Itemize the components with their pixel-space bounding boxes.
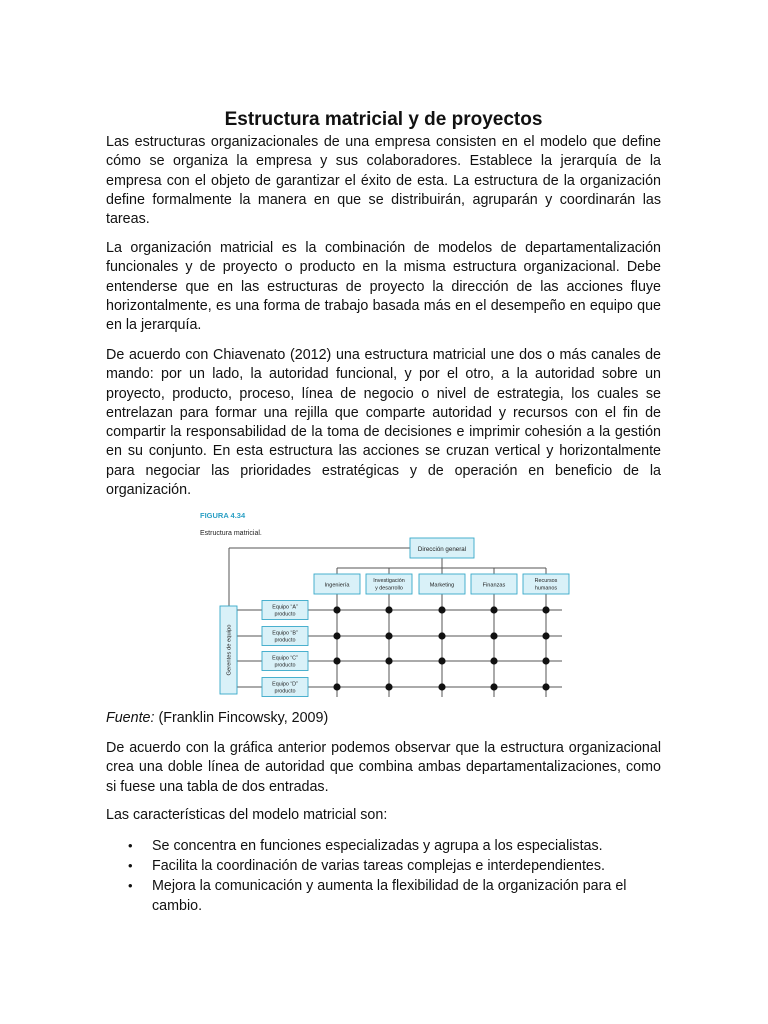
matrix-dot xyxy=(385,606,392,613)
matrix-dot xyxy=(438,657,445,664)
department-label: Ingeniería xyxy=(324,582,350,589)
paragraph-chiavenato: De acuerdo con Chiavenato (2012) una estructura matricial une dos o más canales de mando: por un lado, la autoridad funcional, y por el otro, a la autoridad sobre un proyecto, producto, proceso, línea de negocio o nivel de estrategia, los cuales se entrelazan para formar una rejilla que comparte autoridad y recursos con el fin de compartir la responsabilidad de la toma de decisiones e imprimir cohesión a la gestión en su conjunto. En esta estructura las acciones se cruzan vertical y horizontalmente para negociar las prioridades estratégicas y de operación en beneficio de la organización. xyxy=(106,347,661,499)
team-managers-label: Gerentes de equipo xyxy=(226,624,233,676)
matrix-dot xyxy=(333,606,340,613)
list-item xyxy=(106,856,661,876)
page-title: Estructura matricial y de proyectos xyxy=(224,109,543,130)
matrix-dot xyxy=(490,606,497,613)
team-label: producto xyxy=(274,611,296,618)
figure-source-label: Fuente: xyxy=(106,710,155,726)
top-management-label: Dirección general xyxy=(417,546,467,553)
paragraph-characteristics-intro: Las características del modelo matricial son: xyxy=(106,807,388,823)
matrix-dot xyxy=(438,683,445,690)
matrix-dot xyxy=(438,606,445,613)
matrix-dot xyxy=(333,657,340,664)
paragraph-matrix-definition: La organización matricial es la combinación de modelos de departamentalización funcionales y de proyecto o producto en la misma estructura organizacional. Debe entenderse que en las estructuras de proyecto la dirección de las acciones fluye horizontalmente, es una forma de trabajo basada más en el desempeño en equipo que en la jerarquía. xyxy=(106,240,661,334)
department-label: y desarrollo xyxy=(375,585,403,592)
matrix-dot xyxy=(542,657,549,664)
list-item-text: Mejora la comunicación y aumenta la flexibilidad de la organización para el cambio. xyxy=(152,878,627,914)
characteristics-list xyxy=(106,836,661,916)
matrix-dot xyxy=(385,632,392,639)
matrix-dot xyxy=(542,632,549,639)
bullet-icon: • xyxy=(128,878,133,893)
figure-number: FIGURA 4.34 xyxy=(200,511,246,520)
team-label: Equipo “B” xyxy=(272,630,298,637)
bullet-icon: • xyxy=(128,838,133,853)
team-label: producto xyxy=(274,688,296,695)
team-label: Equipo “A” xyxy=(272,604,298,611)
matrix-structure-figure xyxy=(200,505,570,703)
matrix-dot xyxy=(438,632,445,639)
department-label: humanos xyxy=(534,585,558,592)
matrix-dot xyxy=(490,657,497,664)
figure-source-text: (Franklin Fincowsky, 2009) xyxy=(154,710,329,726)
bullet-icon: • xyxy=(128,858,133,873)
figure-caption: Estructura matricial. xyxy=(200,530,262,537)
department-label: Finanzas xyxy=(482,582,506,589)
matrix-dot xyxy=(333,683,340,690)
matrix-dot xyxy=(490,632,497,639)
list-item xyxy=(106,876,661,916)
matrix-dot xyxy=(490,683,497,690)
figure-source xyxy=(106,709,661,728)
matrix-dot xyxy=(542,606,549,613)
department-label: Investigación xyxy=(373,578,405,584)
department-label: Marketing xyxy=(429,582,455,589)
matrix-dot xyxy=(333,632,340,639)
department-label: Recursos xyxy=(534,578,558,584)
list-item-text: Facilita la coordinación de varias tareas complejas e interdependientes. xyxy=(152,858,605,874)
matrix-dot xyxy=(385,683,392,690)
team-label: producto xyxy=(274,637,296,644)
team-label: producto xyxy=(274,662,296,669)
team-label: Equipo “D” xyxy=(272,681,298,688)
list-item xyxy=(106,836,661,856)
matrix-dot xyxy=(542,683,549,690)
paragraph-graph-analysis: De acuerdo con la gráfica anterior podemos observar que la estructura organizacional crea una doble línea de autoridad que combina ambas departamentalizaciones, como si fuese una tabla de dos entradas. xyxy=(106,740,661,795)
figure-connector-lines xyxy=(226,548,562,697)
paragraph-intro: Las estructuras organizacionales de una empresa consisten en el modelo que define cómo se organiza la empresa y sus colaboradores. Establece la jerarquía de la empresa con el objeto de garantizar el éxito de esta. La estructura de la organización define formalmente la manera en que se distribuirán, agruparán y coordinarán las tareas. xyxy=(106,134,661,228)
team-label: Equipo “C” xyxy=(272,655,298,662)
figure-boxes xyxy=(220,538,569,697)
list-item-text: Se concentra en funciones especializadas y agrupa a los especialistas. xyxy=(152,838,603,854)
matrix-dot xyxy=(385,657,392,664)
